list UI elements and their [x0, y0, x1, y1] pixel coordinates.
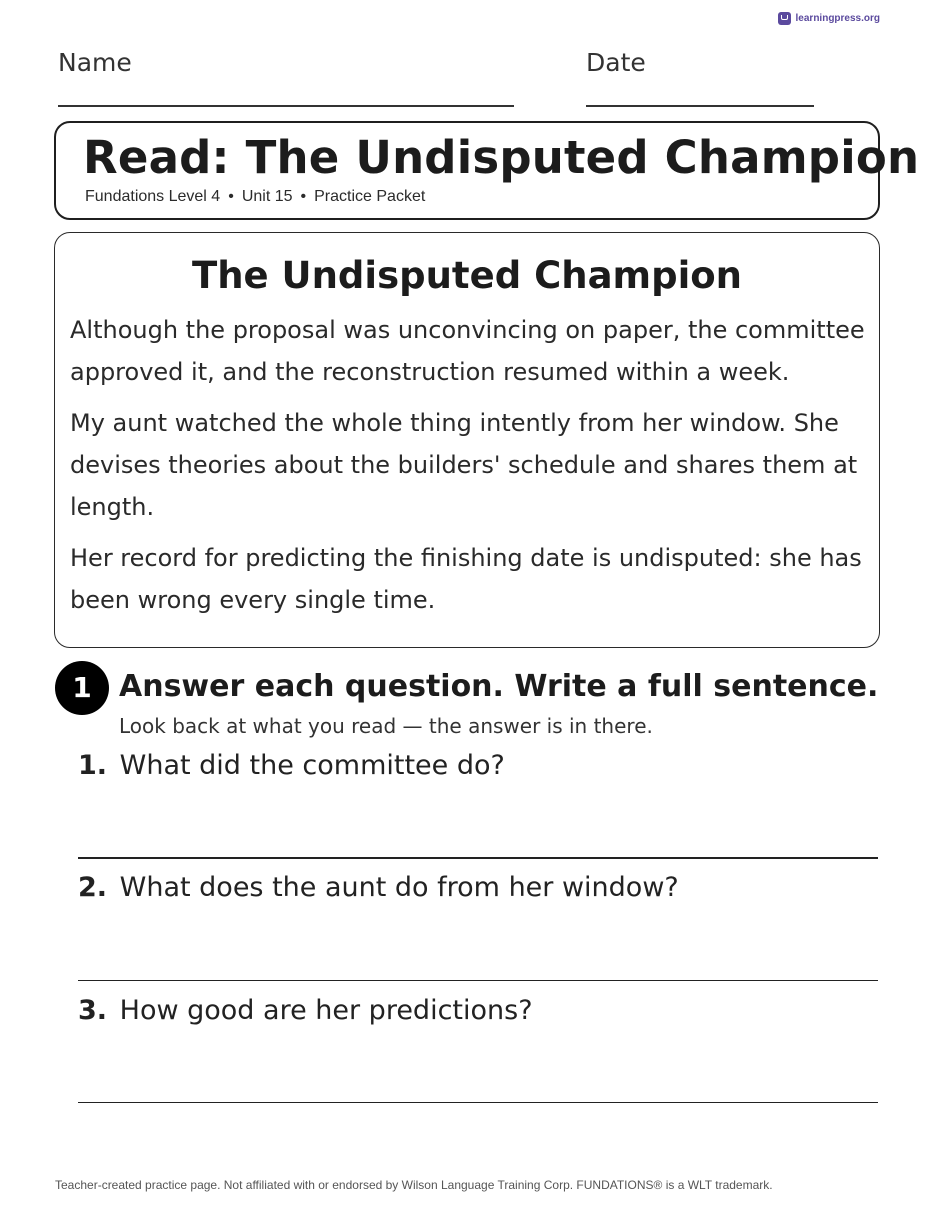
story-paragraph: Her record for predicting the finishing date is undisputed: she has been wrong every single time.: [70, 544, 862, 614]
question-text-row: [78, 746, 878, 786]
brand-text: learningpress.org: [795, 13, 880, 24]
question-number: 3.: [78, 995, 108, 1026]
title-box: [54, 121, 920, 220]
question-2: [78, 868, 878, 908]
subtitle-separator: •: [300, 188, 307, 205]
footer-disclaimer: Teacher-created practice page. Not affiliated with or endorsed by Wilson Language Training Corp. FUNDATIONS® is a WLT trademark.: [55, 1178, 773, 1192]
page-subtitle: [85, 187, 425, 207]
answer-line[interactable]: [78, 980, 878, 981]
name-label: Name: [58, 48, 132, 77]
story-body: [70, 309, 870, 630]
subtitle-unit: Unit 15: [241, 188, 293, 205]
page-title: Read: The Undisputed Champion: [83, 131, 920, 184]
subtitle-packet: Practice Packet: [314, 188, 426, 205]
answer-line[interactable]: [78, 857, 878, 859]
story-title: The Undisputed Champion: [191, 254, 743, 297]
section-number-badge: 1: [55, 661, 109, 715]
answer-line[interactable]: [78, 1102, 878, 1103]
subtitle-level: Fundations Level 4: [85, 188, 221, 205]
date-label: Date: [586, 48, 646, 77]
story-paragraph: My aunt watched the whole thing intently from her window. She devises theories about the builders' schedule and shares them at length.: [70, 409, 858, 521]
section-subtitle: Look back at what you read — the answer is in there.: [119, 714, 653, 738]
story-paragraph: Although the proposal was unconvincing on paper, the committee approved it, and the reconstruction resumed within a week.: [70, 316, 865, 386]
question-text-row: [78, 868, 878, 908]
date-write-line: [586, 105, 814, 107]
question-text: What does the aunt do from her window?: [119, 872, 679, 903]
question-number: 2.: [78, 872, 108, 903]
learningpress-logo-icon: [778, 12, 791, 25]
question-text-row: [78, 991, 878, 1031]
section-title: Answer each question. Write a full sentence.: [119, 669, 879, 704]
subtitle-separator: •: [228, 188, 234, 205]
name-write-line: [58, 105, 514, 107]
date-field: [586, 46, 814, 107]
question-3: [78, 991, 878, 1031]
name-field: [58, 46, 514, 107]
question-text: How good are her predictions?: [119, 995, 533, 1026]
story-box: [54, 232, 880, 648]
brand-logo: [778, 12, 880, 25]
question-text: What did the committee do?: [119, 750, 505, 781]
question-number: 1.: [78, 750, 108, 781]
question-1: [78, 746, 878, 786]
